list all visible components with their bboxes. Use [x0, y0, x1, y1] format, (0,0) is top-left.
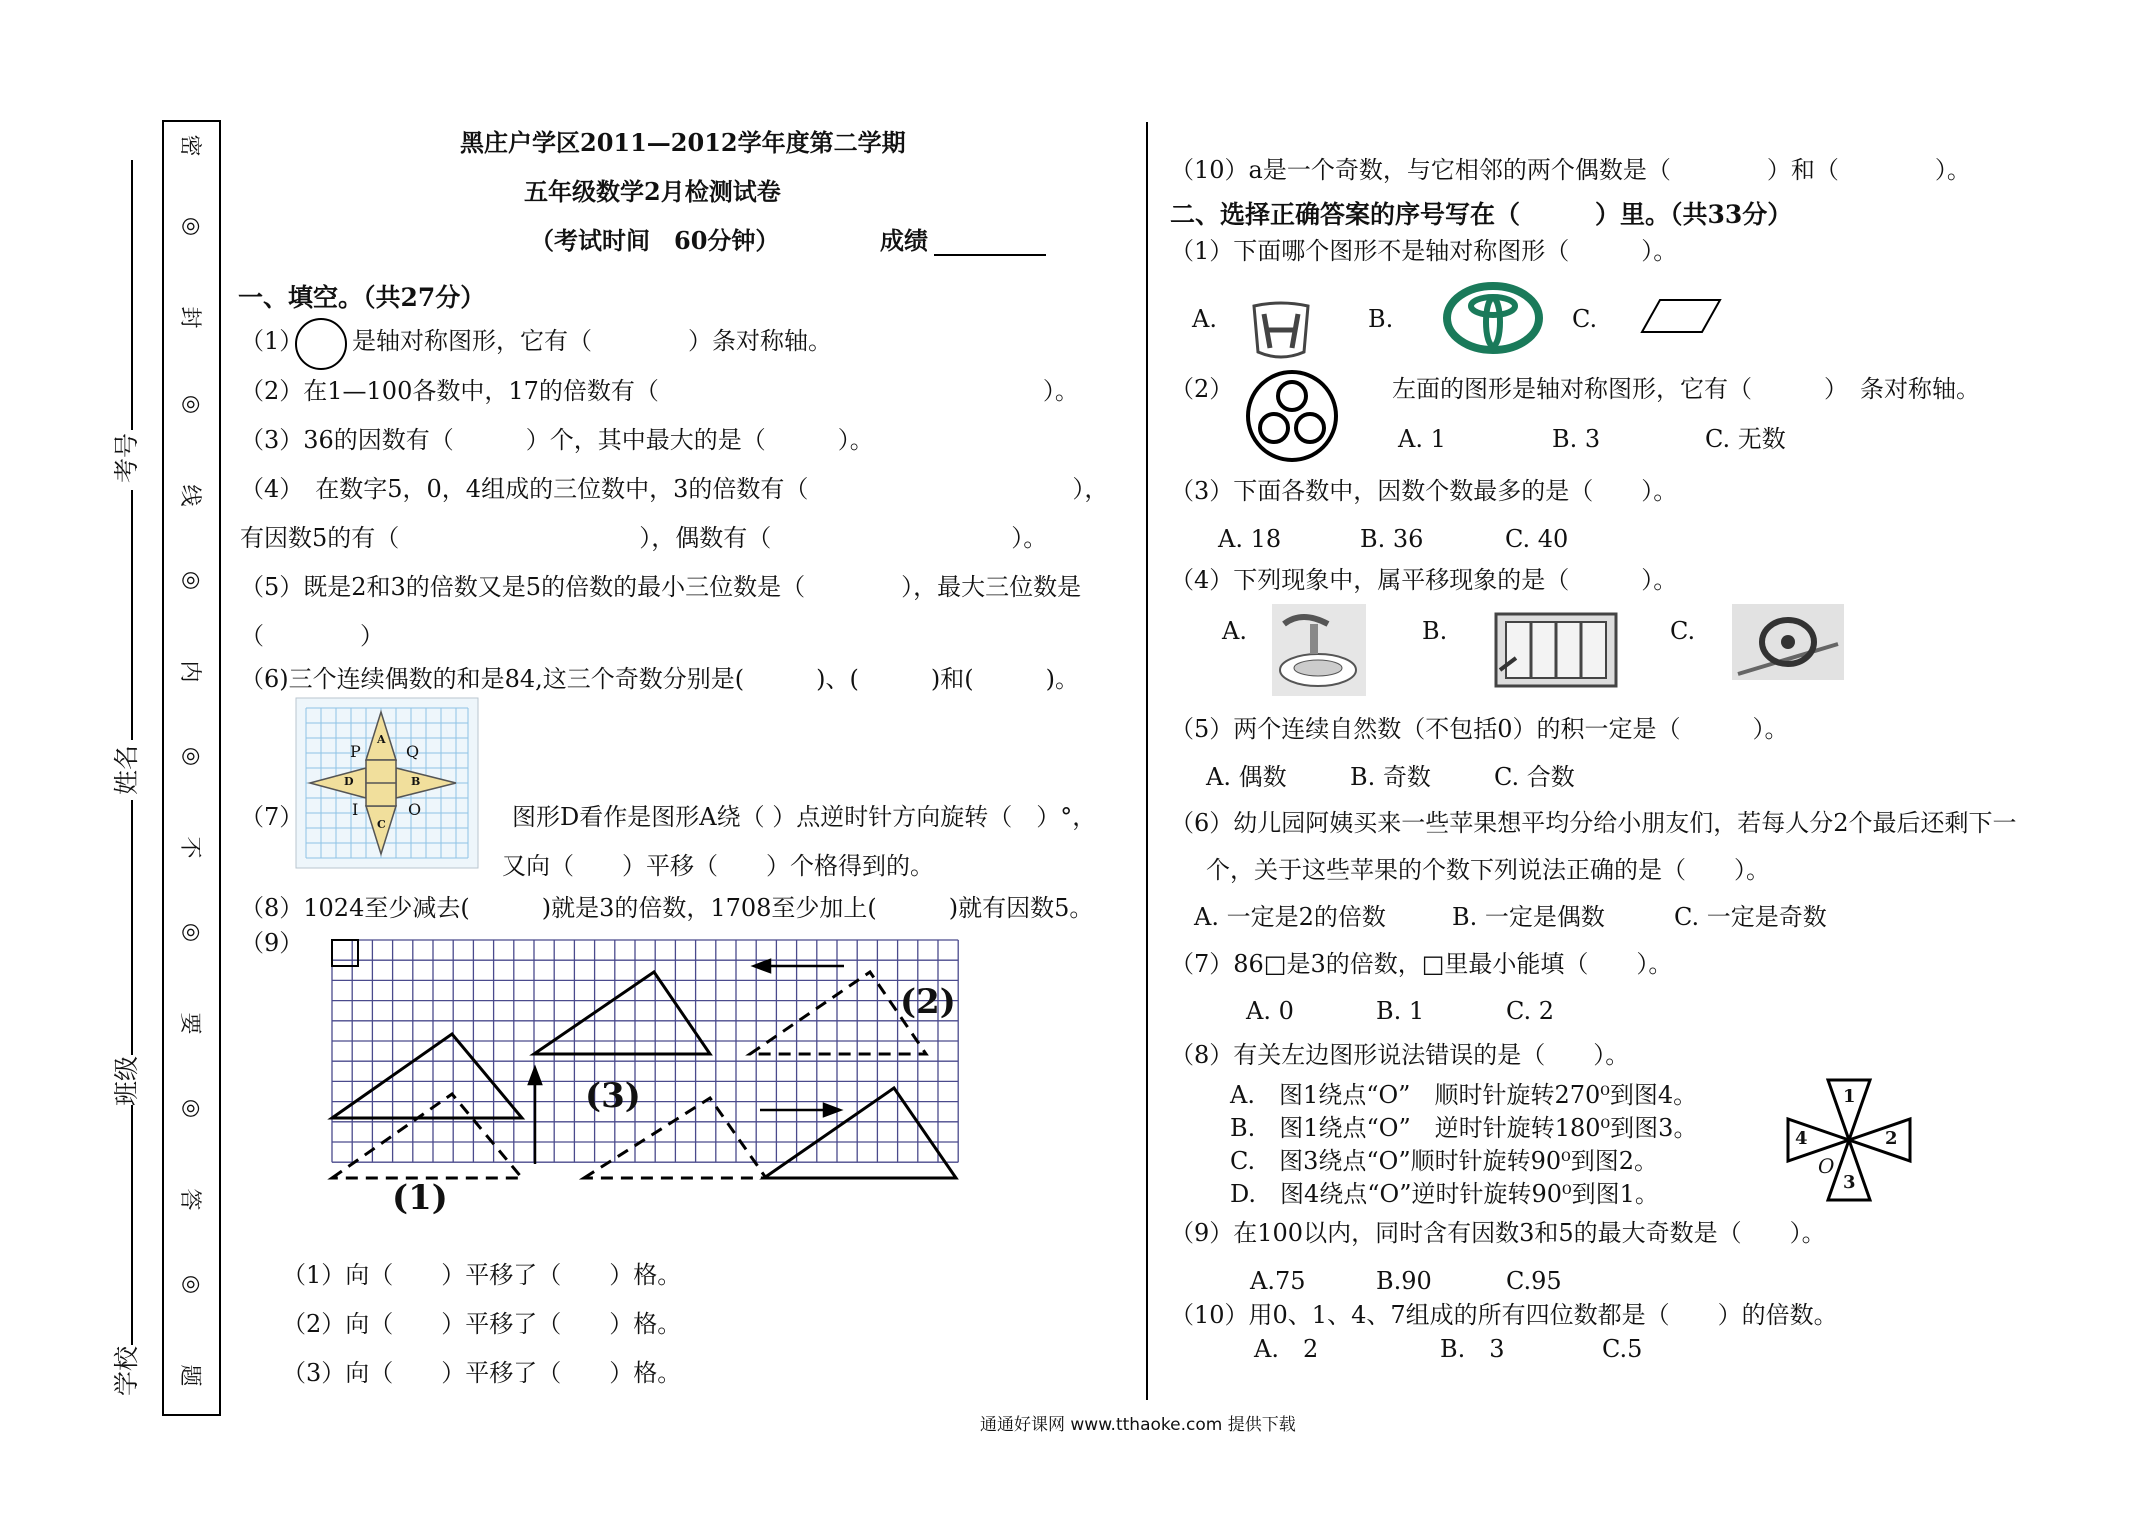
c7-text: （7）86□是3的倍数，□里最小能填（ ）。 [1170, 950, 1673, 978]
star-label-a: A [377, 733, 386, 746]
c5-option-b: B. 奇数 [1350, 763, 1431, 791]
c2-option-a: A. 1 [1398, 425, 1446, 453]
q10-text: （10）a是一个奇数，与它相邻的两个偶数是（ ）和（ ）。 [1170, 156, 1971, 184]
c7-option-b: B. 1 [1376, 997, 1425, 1025]
c4-option-b: B. [1422, 617, 1448, 645]
footer-credit: 通通好课网 www.tthaoke.com 提供下载 [980, 1415, 1296, 1435]
three-circle-figure [1240, 366, 1344, 462]
circle-figure [294, 317, 348, 371]
seal-char: ◎ [179, 570, 204, 591]
c6-option-c: C. 一定是奇数 [1674, 903, 1827, 931]
q9-label-3: (3) [585, 1076, 641, 1116]
c3-text: （3）下面各数中，因数个数最多的是（ ）。 [1170, 477, 1678, 505]
c6-text-b: 个，关于这些苹果的个数下列说法正确的是（ ）。 [1206, 856, 1770, 884]
translation-grid-figure [330, 938, 966, 1178]
class-label: 班级 [112, 1055, 142, 1107]
c8-option-d: D. 图4绕点“O”逆时针旋转90⁰到图1。 [1230, 1180, 1659, 1208]
seal-char: 内 [177, 660, 202, 683]
c3-option-a: A. 18 [1218, 525, 1282, 553]
seal-char: ◎ [179, 746, 204, 767]
c4-option-a: A. [1222, 617, 1247, 645]
binding-line-4 [131, 1105, 133, 1345]
seal-char: 线 [177, 484, 202, 507]
c1-option-b: B. [1368, 305, 1394, 333]
c9-option-b: B.90 [1376, 1267, 1432, 1295]
q1-text: 是轴对称图形，它有（ ）条对称轴。 [352, 327, 832, 355]
q3-text: （3）36的因数有（ ）个，其中最大的是（ ）。 [240, 426, 874, 454]
seal-line-box [162, 120, 221, 1416]
q7-text-b: 又向（ ）平移（ ）个格得到的。 [502, 852, 934, 880]
q8-text: （8）1024至少减去( )就是3的倍数，1708至少加上( )就有因数5。 [240, 894, 1094, 922]
c8-text: （8）有关左边图形说法错误的是（ ）。 [1170, 1041, 1630, 1069]
c9-text: （9）在100以内，同时含有因数3和5的最大奇数是（ ）。 [1170, 1219, 1826, 1247]
c3-option-c: C. 40 [1505, 525, 1569, 553]
c9-option-c: C.95 [1506, 1267, 1562, 1295]
school-label: 学校 [112, 1345, 142, 1397]
sliding-window-picture [1496, 614, 1616, 686]
c2-text: 左面的图形是轴对称图形，它有（ ） 条对称轴。 [1392, 375, 1980, 403]
pinwheel-label-2: 2 [1885, 1128, 1898, 1149]
q9-number: （9） [240, 929, 304, 957]
q9-sub-1: （1）向（ ）平移了（ ）格。 [282, 1261, 682, 1289]
star-label-i: I [352, 800, 359, 819]
score-label: 成绩 [880, 226, 928, 255]
c2-number: （2） [1170, 375, 1234, 403]
steering-wheel-picture [1732, 604, 1844, 680]
q9-label-2: (2) [900, 982, 956, 1022]
c6-option-a: A. 一定是2的倍数 [1194, 903, 1386, 931]
q7-number: （7） [240, 803, 304, 831]
c1-text: （1）下面哪个图形不是轴对称图形（ ）。 [1170, 237, 1678, 265]
q7-text-a: 图形D看作是图形A绕（ ）点逆时针方向旋转（ ）°， [512, 803, 1097, 831]
seal-char: ◎ [179, 922, 204, 943]
c3-option-b: B. 36 [1360, 525, 1424, 553]
c4-option-c: C. [1670, 617, 1696, 645]
c6-text-a: （6）幼儿园阿姨买来一些苹果想平均分给小朋友们，若每人分2个最后还剩下一 [1170, 809, 2017, 837]
q6-text: （6)三个连续偶数的和是84,这三个奇数分别是( )、( )和( )。 [240, 665, 1079, 693]
c4-text: （4）下列现象中，属平移现象的是（ ）。 [1170, 566, 1678, 594]
score-blank-line [934, 254, 1046, 256]
binding-line-2 [131, 490, 133, 740]
star-label-p: P [350, 742, 361, 761]
page-subtitle: 五年级数学2月检测试卷 [524, 177, 781, 206]
pinwheel-label-1: 1 [1843, 1086, 1856, 1107]
seal-char: ◎ [179, 1098, 204, 1119]
q2-text: （2）在1—100各数中，17的倍数有（ ）。 [240, 377, 1079, 405]
c9-option-a: A.75 [1250, 1267, 1306, 1295]
c7-option-a: A. 0 [1246, 997, 1294, 1025]
exam-number-label: 考号 [112, 432, 142, 484]
binding-line-1 [131, 160, 133, 430]
column-divider [1146, 122, 1148, 1400]
c10-option-a: A. 2 [1254, 1335, 1319, 1363]
star-label-q: Q [406, 742, 420, 761]
name-label: 姓名 [112, 744, 142, 796]
q5-text-b: （ ） [240, 622, 384, 650]
star-label-b: B [411, 775, 421, 788]
parallelogram-shape [1640, 298, 1722, 336]
pinwheel-label-o: O [1818, 1154, 1835, 1178]
seal-char: 题 [177, 1364, 202, 1387]
seal-char: ◎ [179, 394, 204, 415]
q4-text-b: 有因数5的有（ ），偶数有（ ）。 [240, 524, 1048, 552]
honda-logo-icon [1248, 300, 1314, 364]
star-label-d: D [344, 775, 354, 788]
q9-sub-3: （3）向（ ）平移了（ ）格。 [282, 1359, 682, 1387]
c8-option-c: C. 图3绕点“O”顺时针旋转90⁰到图2。 [1230, 1147, 1659, 1175]
binding-line-3 [131, 800, 133, 1055]
c10-option-c: C.5 [1602, 1335, 1643, 1363]
pinwheel-label-4: 4 [1795, 1128, 1808, 1149]
c8-option-b: B. 图1绕点“O” 逆时针旋转180⁰到图3。 [1230, 1114, 1698, 1142]
c6-option-b: B. 一定是偶数 [1452, 903, 1605, 931]
q9-label-1: (1) [392, 1178, 448, 1218]
seal-char: 要 [177, 1012, 202, 1035]
pinwheel-label-3: 3 [1843, 1172, 1856, 1193]
q5-text-a: （5）既是2和3的倍数又是5的倍数的最小三位数是（ ），最大三位数是 [240, 573, 1082, 601]
section-1-title: 一、填空。（共27分） [238, 283, 486, 312]
seal-char: 封 [177, 306, 202, 329]
c8-option-a: A. 图1绕点“O” 顺时针旋转270⁰到图4。 [1230, 1081, 1698, 1109]
faucet-picture [1272, 604, 1366, 696]
star-label-o: O [408, 800, 422, 819]
page-title: 黑庄户学区2011—2012学年度第二学期 [460, 128, 906, 157]
seal-char: 不 [177, 836, 202, 859]
exam-time: （考试时间 60分钟） [530, 226, 780, 255]
section-2-title: 二、选择正确答案的序号写在（ ）里。（共33分） [1170, 200, 1793, 229]
c10-text: （10）用0、1、4、7组成的所有四位数都是（ ）的倍数。 [1170, 1301, 1838, 1329]
q4-text-a: （4） 在数字5，0，4组成的三位数中，3的倍数有（ ）， [240, 475, 1109, 503]
c1-option-a: A. [1192, 305, 1217, 333]
c5-option-a: A. 偶数 [1206, 763, 1287, 791]
seal-char: ◎ [179, 1274, 204, 1295]
c7-option-c: C. 2 [1506, 997, 1555, 1025]
c5-option-c: C. 合数 [1494, 763, 1575, 791]
q1-number: （1） [240, 327, 304, 355]
c2-option-c: C. 无数 [1705, 425, 1786, 453]
toyota-logo-icon [1443, 282, 1543, 354]
c5-text: （5）两个连续自然数（不包括0）的积一定是（ ）。 [1170, 715, 1789, 743]
seal-char: 密 [177, 134, 202, 157]
star-grid-figure [296, 698, 478, 868]
c2-option-b: B. 3 [1552, 425, 1601, 453]
q9-sub-2: （2）向（ ）平移了（ ）格。 [282, 1310, 682, 1338]
c1-option-c: C. [1572, 305, 1598, 333]
c10-option-b: B. 3 [1440, 1335, 1505, 1363]
seal-char: 答 [177, 1188, 202, 1211]
star-label-c: C [377, 818, 386, 831]
seal-char: ◎ [179, 216, 204, 237]
